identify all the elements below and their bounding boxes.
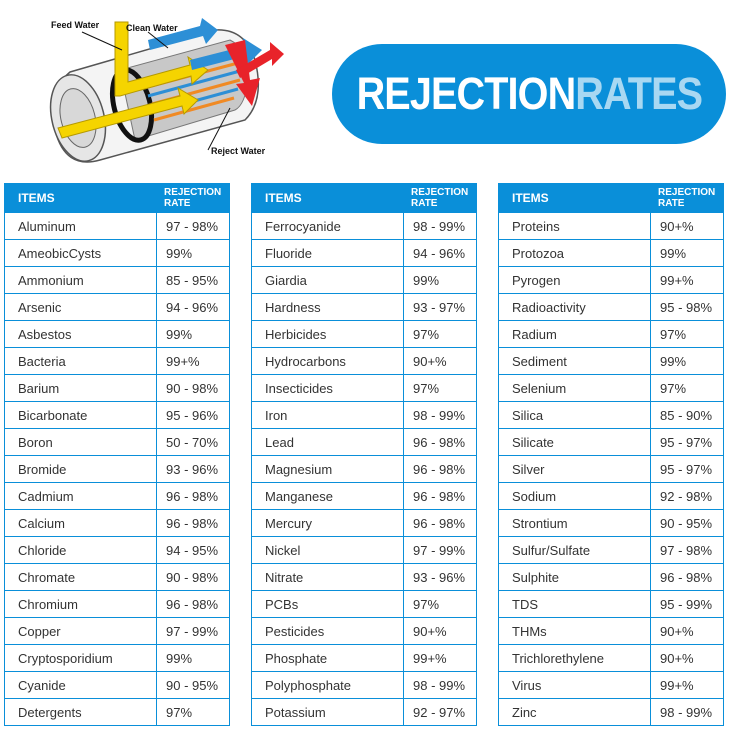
item-name-cell: Lead — [252, 429, 404, 456]
item-name-cell: TDS — [499, 591, 651, 618]
rejection-rate-cell: 99+% — [157, 348, 230, 375]
rejection-rate-cell: 90+% — [404, 348, 477, 375]
table-row — [252, 213, 477, 240]
rejection-rate-cell: 99+% — [404, 645, 477, 672]
table-row — [252, 267, 477, 294]
table-row — [499, 483, 724, 510]
items-column-header: ITEMS — [5, 184, 157, 213]
table-row — [499, 699, 724, 726]
table-row — [499, 645, 724, 672]
reject-water-label: Reject Water — [211, 146, 266, 156]
table-row — [252, 456, 477, 483]
table-row — [5, 591, 230, 618]
item-name-cell: Nitrate — [252, 564, 404, 591]
table-row — [499, 240, 724, 267]
rejection-table-2 — [251, 183, 477, 726]
table-row — [5, 294, 230, 321]
item-name-cell: Asbestos — [5, 321, 157, 348]
table-row — [499, 321, 724, 348]
item-name-cell: Chloride — [5, 537, 157, 564]
table-row — [5, 321, 230, 348]
table-row — [5, 456, 230, 483]
rejection-rate-cell: 90+% — [651, 618, 724, 645]
feed-water-label: Feed Water — [51, 20, 100, 30]
table-row — [5, 483, 230, 510]
rejection-rate-cell: 99% — [651, 348, 724, 375]
table-row — [5, 537, 230, 564]
rejection-rate-cell: 97% — [651, 321, 724, 348]
item-name-cell: Ammonium — [5, 267, 157, 294]
item-name-cell: Insecticides — [252, 375, 404, 402]
item-name-cell: Protozoa — [499, 240, 651, 267]
table-row — [499, 618, 724, 645]
rejection-rate-cell: 92 - 97% — [404, 699, 477, 726]
table-row — [252, 240, 477, 267]
item-name-cell: Giardia — [252, 267, 404, 294]
item-name-cell: Ferrocyanide — [252, 213, 404, 240]
item-name-cell: Arsenic — [5, 294, 157, 321]
item-name-cell: Silicate — [499, 429, 651, 456]
table-row — [252, 375, 477, 402]
item-name-cell: Sulfur/Sulfate — [499, 537, 651, 564]
rejection-rate-cell: 96 - 98% — [404, 483, 477, 510]
table-row — [5, 348, 230, 375]
rejection-rate-cell: 93 - 96% — [404, 564, 477, 591]
table-row — [5, 213, 230, 240]
table-row — [499, 510, 724, 537]
table-header-row — [5, 184, 230, 213]
table-row — [499, 564, 724, 591]
item-name-cell: Calcium — [5, 510, 157, 537]
item-name-cell: Sulphite — [499, 564, 651, 591]
rejection-rate-cell: 95 - 97% — [651, 429, 724, 456]
rejection-rate-cell: 95 - 99% — [651, 591, 724, 618]
item-name-cell: Nickel — [252, 537, 404, 564]
rejection-rate-column-header: REJECTION RATE — [651, 184, 724, 213]
title-word-rejection: REJECTION — [356, 68, 575, 119]
item-name-cell: Mercury — [252, 510, 404, 537]
item-name-cell: Pyrogen — [499, 267, 651, 294]
item-name-cell: Fluoride — [252, 240, 404, 267]
items-column-header: ITEMS — [499, 184, 651, 213]
table-row — [5, 510, 230, 537]
items-column-header: ITEMS — [252, 184, 404, 213]
rejection-table-1 — [4, 183, 230, 726]
item-name-cell: Trichlorethylene — [499, 645, 651, 672]
rejection-rate-cell: 90 - 95% — [157, 672, 230, 699]
rejection-rate-cell: 97 - 99% — [404, 537, 477, 564]
item-name-cell: Potassium — [252, 699, 404, 726]
item-name-cell: Chromate — [5, 564, 157, 591]
table-header-row — [252, 184, 477, 213]
rejection-rate-cell: 94 - 96% — [404, 240, 477, 267]
rejection-rate-cell: 90+% — [651, 645, 724, 672]
item-name-cell: Iron — [252, 402, 404, 429]
item-name-cell: Strontium — [499, 510, 651, 537]
rejection-rate-cell: 95 - 98% — [651, 294, 724, 321]
table-row — [5, 699, 230, 726]
item-name-cell: Proteins — [499, 213, 651, 240]
table-row — [499, 267, 724, 294]
table-row — [5, 618, 230, 645]
rejection-rate-cell: 98 - 99% — [404, 672, 477, 699]
rejection-rate-cell: 85 - 95% — [157, 267, 230, 294]
rejection-rate-cell: 99% — [157, 645, 230, 672]
item-name-cell: AmeobicCysts — [5, 240, 157, 267]
rejection-rate-cell: 90+% — [651, 213, 724, 240]
rejection-rate-cell: 97% — [157, 699, 230, 726]
rejection-rate-cell: 90 - 98% — [157, 375, 230, 402]
table-row — [252, 645, 477, 672]
item-name-cell: Bacteria — [5, 348, 157, 375]
rejection-rate-cell: 99% — [157, 321, 230, 348]
rejection-rate-cell: 99+% — [651, 672, 724, 699]
table-row — [5, 402, 230, 429]
table-row — [499, 375, 724, 402]
page-title — [356, 68, 702, 120]
table-row — [252, 429, 477, 456]
rejection-rate-cell: 96 - 98% — [404, 429, 477, 456]
rejection-table-3 — [498, 183, 724, 726]
table-row — [5, 645, 230, 672]
table-row — [252, 402, 477, 429]
table-row — [252, 672, 477, 699]
rejection-rate-cell: 97 - 98% — [651, 537, 724, 564]
item-name-cell: Magnesium — [252, 456, 404, 483]
rejection-rate-cell: 90 - 98% — [157, 564, 230, 591]
rejection-rate-cell: 94 - 95% — [157, 537, 230, 564]
item-name-cell: Chromium — [5, 591, 157, 618]
table-row — [252, 618, 477, 645]
table-row — [5, 375, 230, 402]
item-name-cell: Phosphate — [252, 645, 404, 672]
rejection-rate-cell: 90 - 95% — [651, 510, 724, 537]
rejection-rate-cell: 99% — [157, 240, 230, 267]
rejection-rate-cell: 97% — [404, 591, 477, 618]
table-row — [252, 591, 477, 618]
table-row — [252, 294, 477, 321]
item-name-cell: Silver — [499, 456, 651, 483]
clean-water-label: Clean Water — [126, 23, 178, 33]
item-name-cell: Zinc — [499, 699, 651, 726]
rejection-rate-cell: 90+% — [404, 618, 477, 645]
item-name-cell: Bromide — [5, 456, 157, 483]
rejection-rate-cell: 95 - 96% — [157, 402, 230, 429]
table-header-row — [499, 184, 724, 213]
rejection-rate-cell: 94 - 96% — [157, 294, 230, 321]
rejection-rate-cell: 92 - 98% — [651, 483, 724, 510]
rejection-rate-cell: 50 - 70% — [157, 429, 230, 456]
item-name-cell: THMs — [499, 618, 651, 645]
item-name-cell: Pesticides — [252, 618, 404, 645]
item-name-cell: Detergents — [5, 699, 157, 726]
table-row — [499, 672, 724, 699]
rejection-rate-column-header: REJECTION RATE — [157, 184, 230, 213]
item-name-cell: Virus — [499, 672, 651, 699]
item-name-cell: Copper — [5, 618, 157, 645]
rejection-rate-cell: 95 - 97% — [651, 456, 724, 483]
rejection-rate-cell: 96 - 98% — [157, 510, 230, 537]
item-name-cell: Aluminum — [5, 213, 157, 240]
item-name-cell: Selenium — [499, 375, 651, 402]
table-row — [5, 429, 230, 456]
item-name-cell: Manganese — [252, 483, 404, 510]
table-row — [252, 483, 477, 510]
rejection-rate-cell: 99% — [404, 267, 477, 294]
item-name-cell: PCBs — [252, 591, 404, 618]
table-row — [252, 510, 477, 537]
table-row — [499, 213, 724, 240]
table-row — [499, 591, 724, 618]
table-row — [5, 267, 230, 294]
item-name-cell: Herbicides — [252, 321, 404, 348]
title-banner — [332, 44, 726, 144]
item-name-cell: Radioactivity — [499, 294, 651, 321]
item-name-cell: Hardness — [252, 294, 404, 321]
table-row — [252, 699, 477, 726]
rejection-rate-column-header: REJECTION RATE — [404, 184, 477, 213]
rejection-rate-cell: 97% — [404, 321, 477, 348]
item-name-cell: Hydrocarbons — [252, 348, 404, 375]
rejection-rate-cell: 96 - 98% — [404, 456, 477, 483]
rejection-rate-cell: 98 - 99% — [651, 699, 724, 726]
rejection-rate-cell: 98 - 99% — [404, 402, 477, 429]
item-name-cell: Silica — [499, 402, 651, 429]
rejection-rate-cell: 96 - 98% — [157, 483, 230, 510]
table-row — [5, 240, 230, 267]
table-row — [499, 429, 724, 456]
rejection-rate-cell: 99% — [651, 240, 724, 267]
table-row — [499, 348, 724, 375]
item-name-cell: Bicarbonate — [5, 402, 157, 429]
rejection-rate-cell: 93 - 96% — [157, 456, 230, 483]
rejection-rate-cell: 97 - 98% — [157, 213, 230, 240]
item-name-cell: Cyanide — [5, 672, 157, 699]
item-name-cell: Barium — [5, 375, 157, 402]
item-name-cell: Sodium — [499, 483, 651, 510]
rejection-rate-cell: 96 - 98% — [651, 564, 724, 591]
rejection-rate-cell: 96 - 98% — [157, 591, 230, 618]
table-row — [5, 672, 230, 699]
item-name-cell: Polyphosphate — [252, 672, 404, 699]
rejection-rate-cell: 96 - 98% — [404, 510, 477, 537]
ro-membrane-diagram — [40, 10, 300, 175]
rejection-rate-cell: 97 - 99% — [157, 618, 230, 645]
table-row — [499, 294, 724, 321]
table-row — [499, 456, 724, 483]
rejection-rate-cell: 97% — [651, 375, 724, 402]
rejection-rate-cell: 85 - 90% — [651, 402, 724, 429]
item-name-cell: Boron — [5, 429, 157, 456]
title-word-rates: RATES — [574, 68, 702, 119]
item-name-cell: Sediment — [499, 348, 651, 375]
table-row — [252, 321, 477, 348]
table-row — [499, 537, 724, 564]
table-row — [499, 402, 724, 429]
rejection-rate-cell: 97% — [404, 375, 477, 402]
item-name-cell: Radium — [499, 321, 651, 348]
table-row — [252, 564, 477, 591]
table-row — [5, 564, 230, 591]
rejection-rate-cell: 98 - 99% — [404, 213, 477, 240]
item-name-cell: Cadmium — [5, 483, 157, 510]
rejection-rate-cell: 99+% — [651, 267, 724, 294]
rejection-rate-cell: 93 - 97% — [404, 294, 477, 321]
item-name-cell: Cryptosporidium — [5, 645, 157, 672]
table-row — [252, 537, 477, 564]
table-row — [252, 348, 477, 375]
